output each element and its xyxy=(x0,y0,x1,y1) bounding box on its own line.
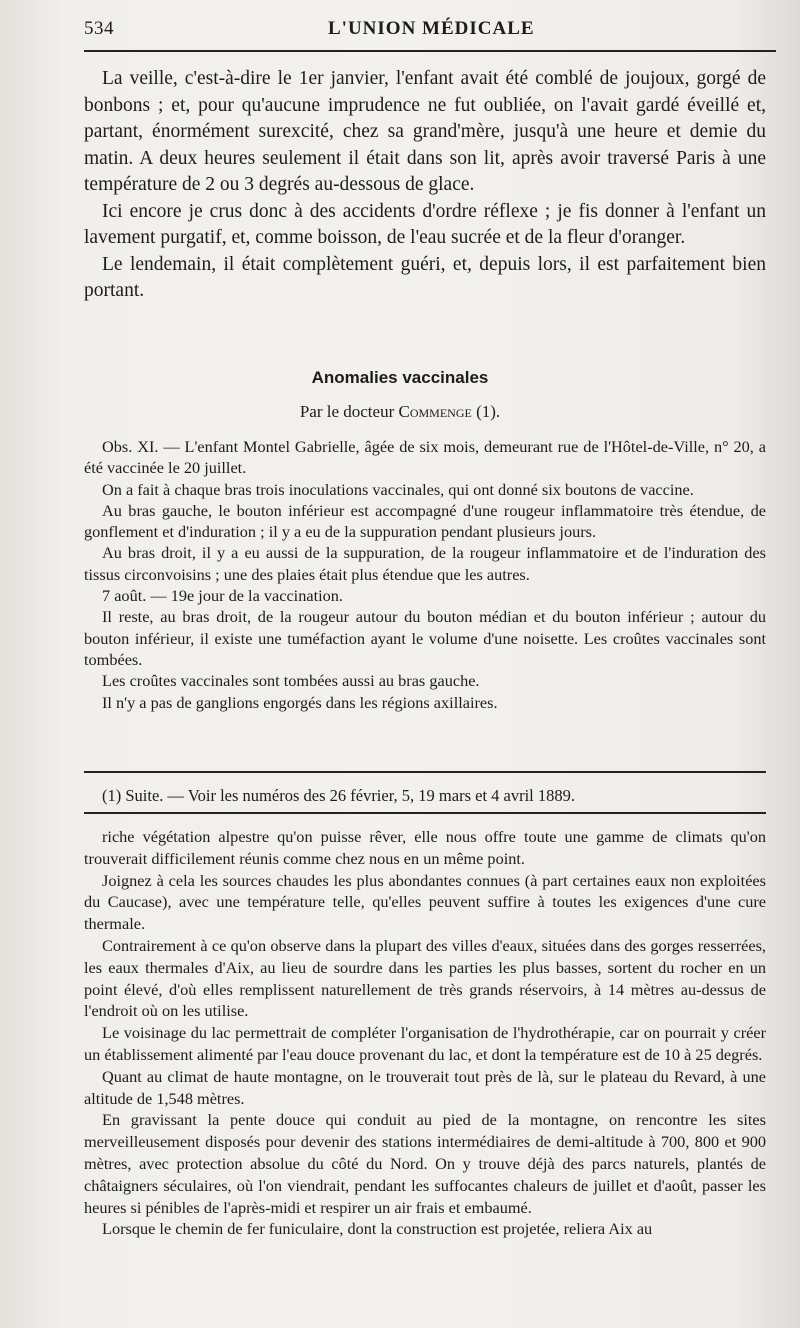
journal-title: L'UNION MÉDICALE xyxy=(328,18,535,39)
section-title: Anomalies vaccinales xyxy=(311,368,489,387)
header-rule xyxy=(84,50,776,52)
observation-paragraph: Il reste, au bras droit, de la rougeur autour du bouton médian et du bouton inférieur ; autour du bouton inférieur, il existe une tuméfaction ayant le volume d'une noisette. Les croûtes vaccinales sont tombées. xyxy=(84,607,766,669)
author-name: Commenge xyxy=(398,402,472,421)
paragraph: Joignez à cela les sources chaudes les plus abondantes connues (à part certaines eaux non exploitées du Caucase), avec une température telle, qu'elles peuvent suffire à toutes les exigences d'une cure thermale. xyxy=(84,870,766,934)
top-text-block xyxy=(84,66,766,305)
paragraph: Le voisinage du lac permettrait de compléter l'organisation de l'hydrothérapie, car on pourrait y créer un établissement alimenté par l'eau douce provenant du lac, et dont la température est de 10 à 25 degrés. xyxy=(84,1023,766,1064)
observation-paragraph: Au bras gauche, le bouton inférieur est accompagné d'une rougeur inflammatoire très étendue, de gonflement et d'induration ; il y a eu de la suppuration pendant plusieurs jours. xyxy=(84,500,766,542)
footnote: (1) Suite. — Voir les numéros des 26 février, 5, 19 mars et 4 avril 1889. xyxy=(102,786,576,805)
paragraph: Quant au climat de haute montagne, on le trouverait tout près de là, sur le plateau du Revard, à une altitude de 1,548 mètres. xyxy=(84,1066,766,1108)
observation-block xyxy=(84,436,766,713)
footnote-rule xyxy=(84,771,766,773)
feuilleton-rule xyxy=(84,812,766,814)
page-number: 534 xyxy=(84,18,114,39)
author-footnote-ref: (1). xyxy=(476,402,501,421)
observation-paragraph: On a fait à chaque bras trois inoculations vaccinales, qui ont donné six boutons de vaccine. xyxy=(102,479,694,499)
observation-paragraph: Il n'y a pas de ganglions engorgés dans les régions axillaires. xyxy=(102,692,498,712)
paragraph: Ici encore je crus donc à des accidents d'ordre réflexe ; je fis donner à l'enfant un lavement purgatif, et, comme boisson, de l'eau sucrée et de la fleur d'oranger. xyxy=(84,200,766,248)
author-prefix: Par le docteur xyxy=(299,402,395,421)
observation-paragraph: Les croûtes vaccinales sont tombées aussi au bras gauche. xyxy=(102,671,480,691)
observation-paragraph: 7 août. — 19e jour de la vaccination. xyxy=(102,586,343,606)
page-header xyxy=(84,18,760,48)
paragraph: Lorsque le chemin de fer funiculaire, dont la construction est projetée, reliera Aix au xyxy=(102,1219,653,1239)
paragraph: En gravissant la pente douce qui conduit au pied de la montagne, on rencontre les sites merveilleusement disposés pour devenir des stations intermédiaires de demi-altitude à 700, 800 et 900 mètres, avec protection absolue du côté du Nord. On y trouve déjà des parcs naturels, plantés de châtaigners séculaires, où l'on viendrait, pendant les suffocantes chaleurs de juillet et d'août, passer les heures si pénibles de l'après-midi et respirer un air frais et embaumé. xyxy=(84,1110,766,1217)
observation-paragraph: Au bras droit, il y a eu aussi de la suppuration, de la rougeur inflammatoire et de l'induration des tissus circonvoisins ; une des plaies était plus étendue que les autres. xyxy=(84,543,766,584)
paragraph: riche végétation alpestre qu'on puisse rêver, elle nous offre toute une gamme de climats qu'on trouverait difficilement réunis comme chez nous en un même point. xyxy=(84,827,766,868)
paragraph: La veille, c'est-à-dire le 1er janvier, l'enfant avait été comblé de joujoux, gorgé de bonbons ; et, pour qu'aucune imprudence ne fut oubliée, on l'avait gardé éveillé et, partant, énormément surexcité, chez sa grand'mère, jusqu'à une heure et demie du matin. A deux heures seulement il était dans son lit, après avoir traversé Paris à une température de 2 ou 3 degrés au-dessous de glace. xyxy=(84,68,766,195)
paragraph: Contrairement à ce qu'on observe dans la plupart des villes d'eaux, situées dans des gorges resserrées, les eaux thermales d'Aix, au lieu de sourdre dans les parties les plus basses, sortent du rocher en un point élevé, d'où elles remplissent naturellement de très grands réservoirs, à 14 mètres au-dessus de l'endroit où on les utilise. xyxy=(84,935,766,1021)
paragraph: Le lendemain, il était complètement guéri, et, depuis lors, il est parfaitement bien portant. xyxy=(84,253,766,301)
author-line xyxy=(0,402,800,422)
bottom-text-block xyxy=(84,826,766,1240)
observation-paragraph: Obs. XI. — L'enfant Montel Gabrielle, âgée de six mois, demeurant rue de l'Hôtel-de-Ville, n° 20, a été vaccinée le 20 juillet. xyxy=(84,437,766,478)
